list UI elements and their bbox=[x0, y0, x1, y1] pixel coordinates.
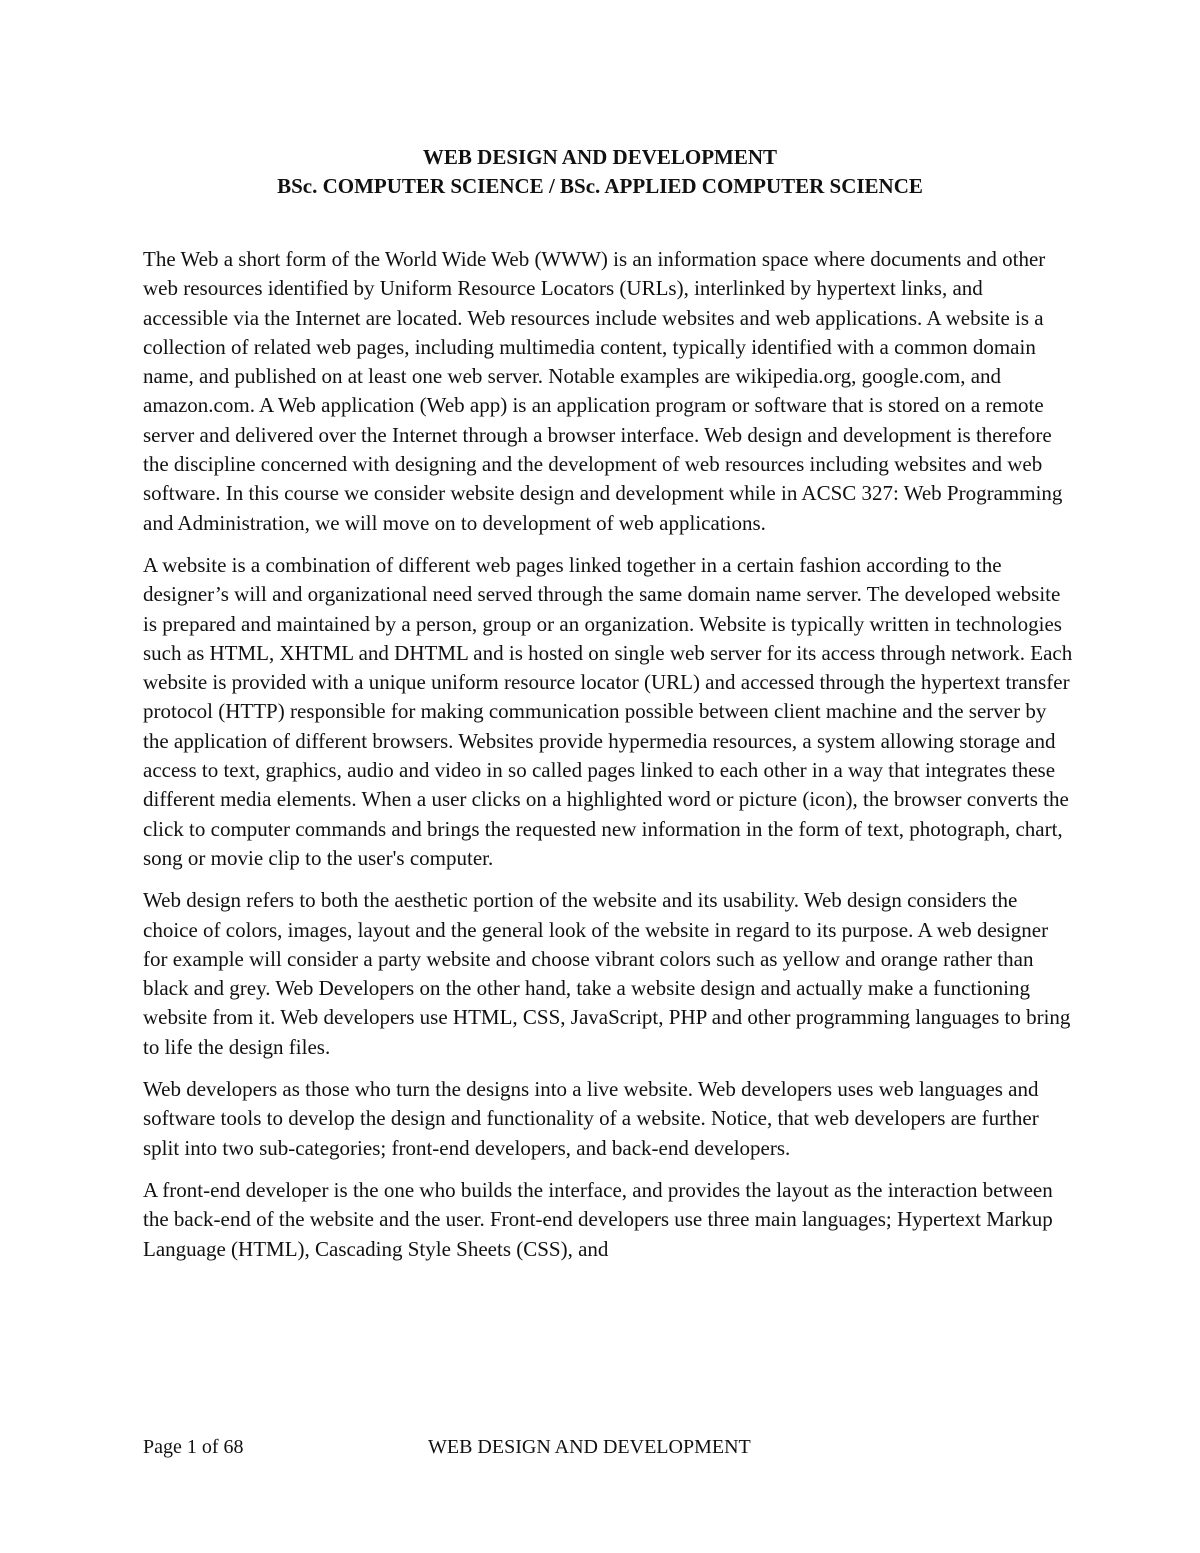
paragraph-2: A website is a combination of different web pages linked together in a certain fashion according to the designer’s will and organizational need served through the same domain name server. The developed website is prepared and maintained by a person, group or an organization. Website is typically written in technologies such as HTML, XHTML and DHTML and is hosted on single web server for its access through network. Each website is provided with a unique uniform resource locator (URL) and accessed through the hypertext transfer protocol (HTTP) responsible for making communication possible between client machine and the server by the application of different browsers. Websites provide hypermedia resources, a system allowing storage and access to text, graphics, audio and video in so called pages linked to each other in a way that integrates these different media elements. When a user clicks on a highlighted word or picture (icon), the browser converts the click to computer commands and brings the requested new information in the form of text, photograph, chart, song or movie clip to the user's computer. bbox=[143, 552, 1073, 870]
paragraph-5: A front-end developer is the one who builds the interface, and provides the layout as the interaction between the back-end of the website and the user. Front-end developers use three main languages; Hypertext Markup Language (HTML), Cascading Style Sheets (CSS), and bbox=[143, 1177, 1053, 1261]
paragraph-4: Web developers as those who turn the designs into a live website. Web developers uses web languages and software tools to develop the design and functionality of a website. Notice, that web developers are further split into two sub-categories; front-end developers, and back-end developers. bbox=[143, 1077, 1039, 1160]
paragraph-3: Web design refers to both the aesthetic portion of the website and its usability. Web design considers the choice of colors, images, layout and the general look of the website in regard to its purpose. A web designer for example will consider a party website and choose vibrant colors such as yellow and orange rather than black and grey. Web Developers on the other hand, take a website design and actually make a functioning website from it. Web developers use HTML, CSS, JavaScript, PHP and other programming languages to bring to life the design files. bbox=[143, 888, 1071, 1059]
document-subtitle: BSc. COMPUTER SCIENCE / BSc. APPLIED COMPUTER SCIENCE bbox=[277, 174, 923, 198]
paragraph-1: The Web a short form of the World Wide Web (WWW) is an information space where documents and other web resources identified by Uniform Resource Locators (URLs), interlinked by hypertext links, and accessible via the Internet are located. Web resources include websites and web applications. A website is a collection of related web pages, including multimedia content, typically identified with a common domain name, and published on at least one web server. Notable examples are wikipedia.org, google.com, and amazon.com. A Web application (Web app) is an application program or software that is stored on a remote server and delivered over the Internet through a browser interface. Web design and development is therefore the discipline concerned with designing and the development of web resources including websites and web software. In this course we consider website design and development while in ACSC 327: Web Programming and Administration, we will move on to development of web applications. bbox=[143, 247, 1063, 535]
document-title: WEB DESIGN AND DEVELOPMENT bbox=[422, 145, 778, 169]
footer-title: WEB DESIGN AND DEVELOPMENT bbox=[428, 1436, 751, 1458]
page-footer bbox=[143, 1432, 1073, 1462]
document-body bbox=[143, 245, 1073, 1277]
document-header bbox=[0, 143, 1200, 201]
page-number: Page 1 of 68 bbox=[143, 1436, 244, 1458]
